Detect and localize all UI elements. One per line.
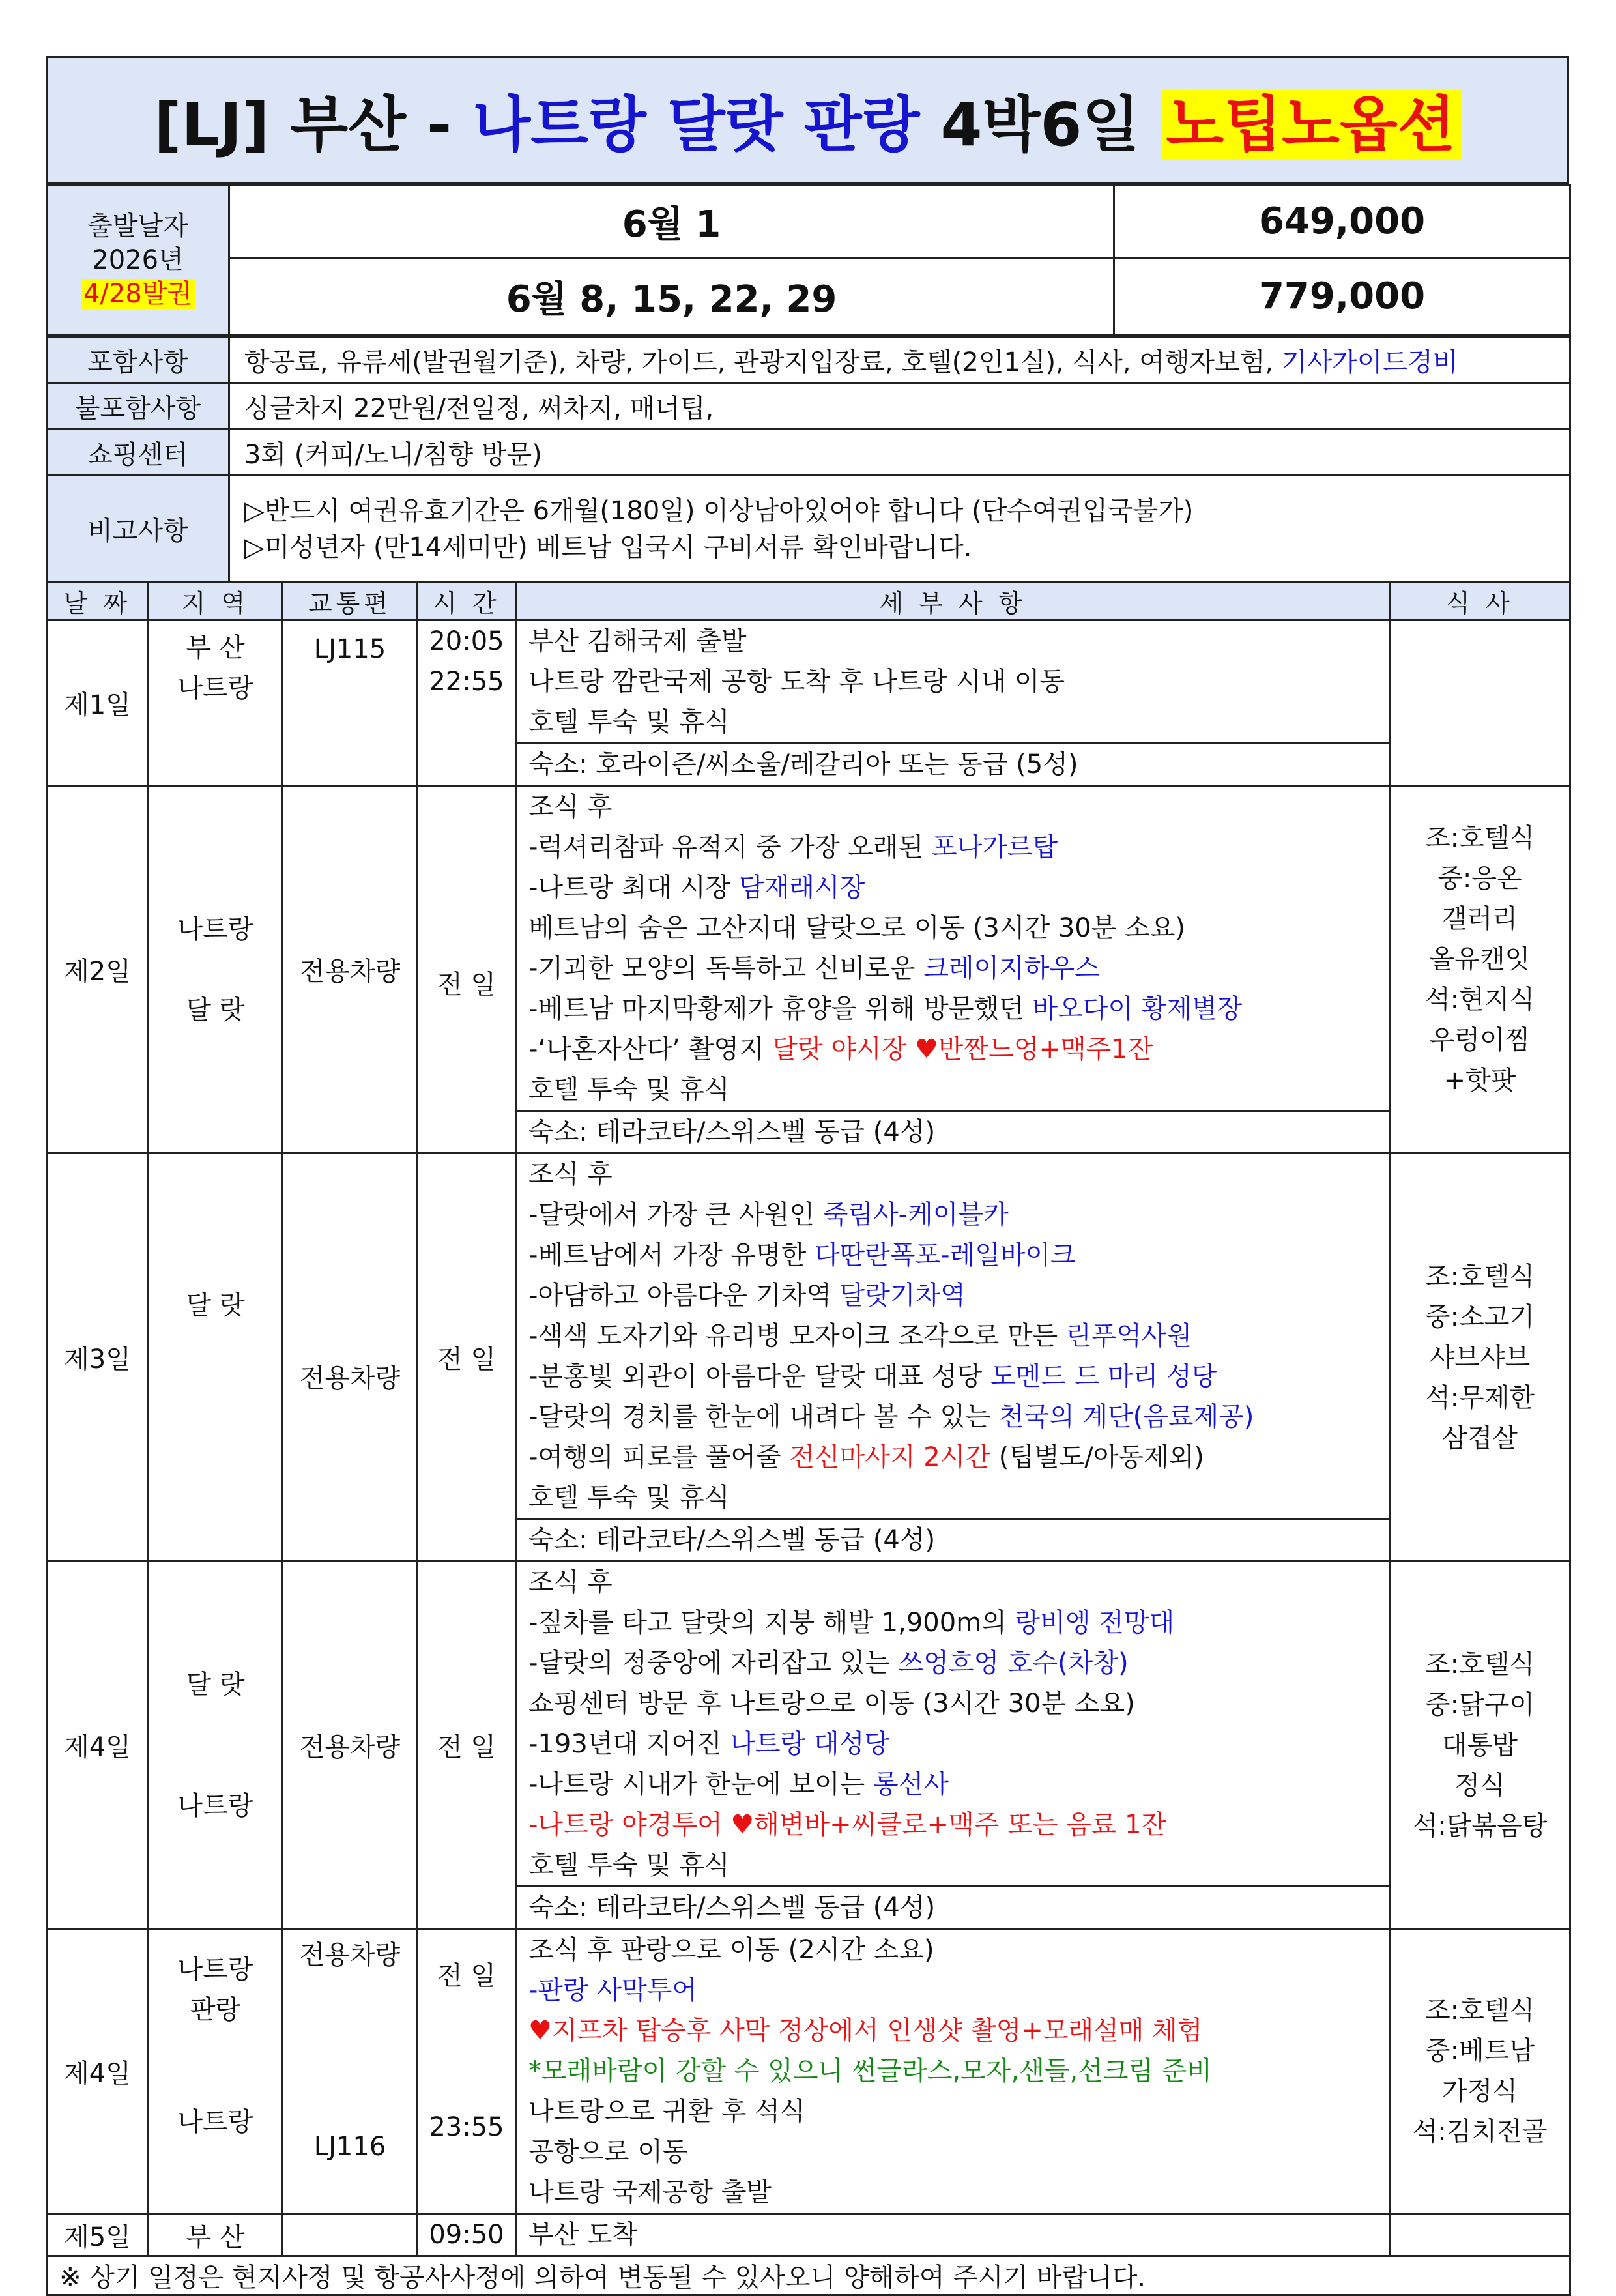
- detail: 부산 도착: [516, 2214, 1390, 2256]
- schedule-header: 날 짜 지 역 교통편 시 간 세 부 사 항 식 사: [47, 583, 1570, 620]
- hotel-info: 숙소: 호라이즌/씨소울/레갈리아 또는 동급 (5성): [517, 742, 1389, 785]
- transport: 전용차량 LJ116: [283, 1929, 418, 2214]
- info-table: [46, 336, 1571, 583]
- footer-note: ※ 상기 일정은 현지사정 및 항공사사정에 의하여 변동될 수 있사오니 양해하여 주시기 바랍니다.: [47, 2256, 1570, 2295]
- transport: [283, 2214, 418, 2256]
- transport: 전용차량: [283, 786, 418, 1154]
- transport: LJ115: [283, 620, 418, 786]
- day-label: 제4일: [47, 1929, 149, 2214]
- transport: 전용차량: [283, 1562, 418, 1929]
- detail: 조식 후 판랑으로 이동 (2시간 소요) -판랑 사막투어 ♥지프차 탑승후 사막 정상에서 인생샷 촬영+모래설매 체험 *모래바람이 강할 수 있으니 썬글라스,모자,샌들,선크림 준비 나트랑으로 귀환 후 석식 공항으로 이동 나트랑 국제공항 출발: [516, 1929, 1390, 2214]
- page-title: [LJ] 부산 - 나트랑 달랏 판랑 4박6일 노팁노옵션: [47, 57, 1568, 183]
- day6-row: [47, 2214, 1570, 2256]
- day-label: 제5일: [47, 2214, 149, 2256]
- time: 20:05 22:55: [418, 620, 516, 786]
- day-label: 제1일: [47, 620, 149, 786]
- included-text: 항공료, 유류세(발권월기준), 차량, 가이드, 관광지입장료, 호텔(2인1실), 식사, 여행자보험, 기사가이드경비: [229, 337, 1570, 383]
- day2-row: [47, 786, 1570, 1154]
- meal: [1390, 620, 1570, 786]
- region: 나트랑 달 랏: [149, 786, 283, 1154]
- detail: 조식 후 -달랏에서 가장 큰 사원인 죽림사-케이블카 -베트남에서 가장 유명한 다딴란폭포-레일바이크 -아담하고 아름다운 기차역 달랏기차역 -색색 도자기와 유리병 모자이크 조각으로 만든 린푸억사원 -분홍빛 외관이 아름다운 달랏 대표 성당 도멘드 드 마리 성당 -달랏의 경치를 한눈에 내려다 볼 수 있는 천국의 계단(음료제공) -여행의 피로를 풀어줄 전신마사지 2시간 (팁별도/아동제외) 호텔 투숙 및 휴식 숙소: 테라코타/스위스벨 동급 (4성): [516, 1154, 1390, 1562]
- excluded-label: 불포함사항: [47, 383, 229, 429]
- remarks-text: ▷반드시 여권유효기간은 6개월(180일) 이상남아있어야 합니다 (단수여권입국불가) ▷미성년자 (만14세미만) 베트남 입국시 구비서류 확인바랍니다.: [229, 476, 1570, 583]
- detail: 조식 후 -럭셔리참파 유적지 중 가장 오래된 포나가르탑 -나트랑 최대 시장 담재래시장 베트남의 숨은 고산지대 달랏으로 이동 (3시간 30분 소요) -기괴한 모양의 독특하고 신비로운 크레이지하우스 -베트남 마지막황제가 휴양을 위해 방문했던 바오다이 황제별장 -‘나혼자산다’ 촬영지 달랏 야시장 ♥반짠느엉+맥주1잔 호텔 투숙 및 휴식 숙소: 테라코타/스위스벨 동급 (4성): [516, 786, 1390, 1154]
- day4-row: [47, 1562, 1570, 1929]
- schedule: [46, 581, 1571, 2296]
- time: 전 일: [418, 1562, 516, 1929]
- detail: 부산 김해국제 출발 나트랑 깜란국제 공항 도착 후 나트랑 시내 이동 호텔 투숙 및 휴식 숙소: 호라이즌/씨소울/레갈리아 또는 동급 (5성): [516, 620, 1390, 786]
- day5-row: [47, 1929, 1570, 2214]
- region: 부 산: [149, 2214, 283, 2256]
- time: 전 일: [418, 786, 516, 1154]
- day-label: 제2일: [47, 786, 149, 1154]
- day1-row: [47, 620, 1570, 786]
- meal: 조:호텔식 중:닭구이 대통밥 정식 석:닭볶음탕: [1390, 1562, 1570, 1929]
- hotel-info: 숙소: 테라코타/스위스벨 동급 (4성): [517, 1518, 1389, 1560]
- detail: 조식 후 -짚차를 타고 달랏의 지붕 해발 1,900m의 랑비엥 전망대 -달랏의 정중앙에 자리잡고 있는 쓰엉흐엉 호수(차창) 쇼핑센터 방문 후 나트랑으로 이동 (3시간 30분 소요) -193년대 지어진 나트랑 대성당 -나트랑 시내가 한눈에 보이는 롱선사 -나트랑 야경투어 ♥해변바+씨클로+맥주 또는 음료 1잔 호텔 투숙 및 휴식 숙소: 테라코타/스위스벨 동급 (4성): [516, 1562, 1390, 1929]
- shopping-label: 쇼핑센터: [47, 429, 229, 476]
- price: 779,000: [1114, 258, 1570, 335]
- departure-dates: 6월 1: [229, 185, 1114, 258]
- region: 달 랏 나트랑: [149, 1562, 283, 1929]
- region: 달 랏: [149, 1154, 283, 1562]
- departure-dates: 6월 8, 15, 22, 29: [229, 258, 1114, 335]
- departure-label: 출발날자 2026년 4/28발권: [47, 185, 229, 335]
- meal: [1390, 2214, 1570, 2256]
- hotel-info: 숙소: 테라코타/스위스벨 동급 (4성): [517, 1110, 1389, 1152]
- shopping-text: 3회 (커피/노니/침향 방문): [229, 429, 1570, 476]
- day-label: 제4일: [47, 1562, 149, 1929]
- time: 09:50: [418, 2214, 516, 2256]
- time: 전 일 23:55: [418, 1929, 516, 2214]
- remarks-label: 비고사항: [47, 476, 229, 583]
- hotel-info: 숙소: 테라코타/스위스벨 동급 (4성): [517, 1885, 1389, 1928]
- ticketing-badge: 4/28발권: [81, 279, 195, 309]
- day3-row: [47, 1154, 1570, 1562]
- price: 649,000: [1114, 185, 1570, 258]
- title-highlight: 노팁노옵션: [1161, 90, 1460, 160]
- itinerary-sheet: [46, 56, 1569, 2296]
- excluded-text: 싱글차지 22만원/전일정, 써차지, 매너팁,: [229, 383, 1570, 429]
- title-destinations: 나트랑 달랏 판랑: [472, 90, 920, 160]
- time: 전 일: [418, 1154, 516, 1562]
- departure-table: [46, 184, 1571, 336]
- title-table: [46, 56, 1569, 184]
- meal: 조:호텔식 중:응온 갤러리 올유캔잇 석:현지식 우렁이찜 +핫팟: [1390, 786, 1570, 1154]
- transport: 전용차량: [283, 1154, 418, 1562]
- included-label: 포함사항: [47, 337, 229, 383]
- meal: 조:호텔식 중:소고기 샤브샤브 석:무제한 삼겹살: [1390, 1154, 1570, 1562]
- meal: 조:호텔식 중:베트남 가정식 석:김치전골: [1390, 1929, 1570, 2214]
- region: 나트랑 판랑 나트랑: [149, 1929, 283, 2214]
- region: 부 산 나트랑: [149, 620, 283, 786]
- day-label: 제3일: [47, 1154, 149, 1562]
